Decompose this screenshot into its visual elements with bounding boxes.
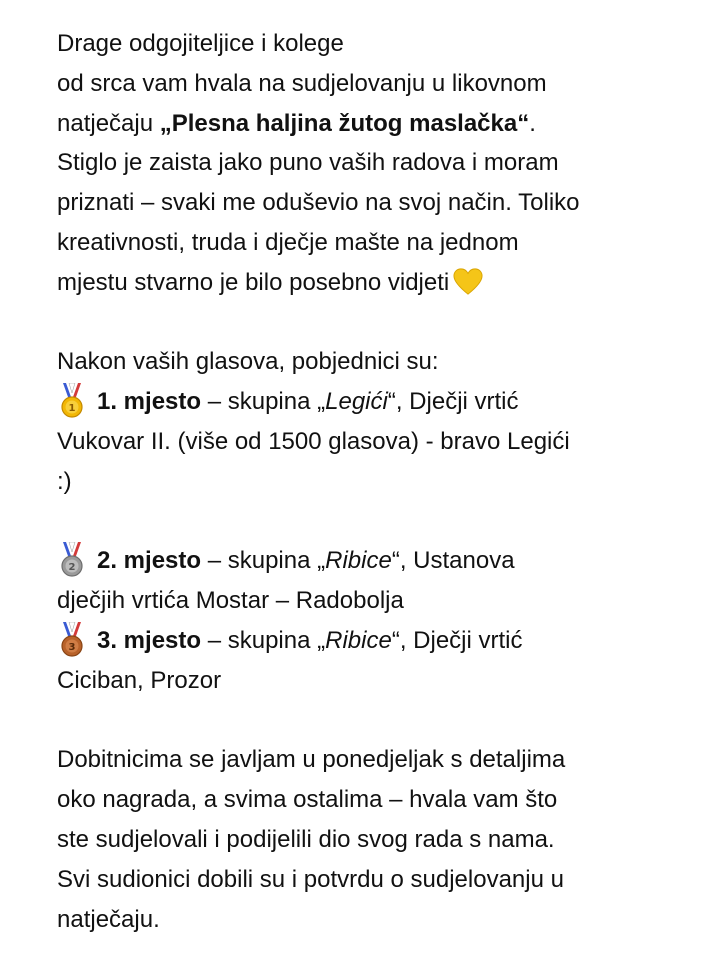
yellow-heart-icon xyxy=(453,267,483,297)
winner-line: Ciciban, Prozor xyxy=(57,666,222,694)
svg-text:3: 3 xyxy=(68,641,76,653)
svg-text:1: 1 xyxy=(68,403,76,415)
intro-line: mjestu stvarno je bilo posebno vidjeti xyxy=(57,263,687,303)
winner-line: :) xyxy=(57,467,72,495)
greeting-line: Drage odgojiteljice i kolege xyxy=(57,30,344,57)
bronze-medal-icon xyxy=(59,622,85,658)
closing-line: ste sudjelovali i podijelili dio svog rada s nama. xyxy=(57,825,555,853)
closing-line: Svi sudionici dobili su i potvrdu o sudjelovanju u xyxy=(57,865,564,893)
winner-line: 2 2. mjesto – skupina „Ribice“, Ustanova xyxy=(57,541,687,581)
spacer xyxy=(57,502,687,542)
intro-line: kreativnosti, truda i dječje mašte na jednom xyxy=(57,228,519,256)
spacer xyxy=(57,701,687,741)
group-name: Ribice xyxy=(325,547,392,575)
winner-line: 1 1. mjesto – skupina „Legići“, Dječji vrtić xyxy=(57,382,687,422)
spacer xyxy=(57,303,687,343)
silver-medal-icon xyxy=(59,542,85,578)
winner-line: Vukovar II. (više od 1500 glasova) - bravo Legići xyxy=(57,427,570,455)
place-label: 2. mjesto xyxy=(97,547,202,575)
place-label: 3. mjesto xyxy=(97,626,202,654)
place-label: 1. mjesto xyxy=(97,388,202,416)
svg-text:2: 2 xyxy=(68,562,76,574)
competition-title: „Plesna haljina žutog maslačka“ xyxy=(159,109,530,137)
closing-line: oko nagrada, a svima ostalima – hvala vam što xyxy=(57,786,558,814)
intro-line: natječaju „Plesna haljina žutog maslačka“. xyxy=(57,109,536,137)
group-name: Legići xyxy=(325,388,388,416)
winner-line: 3 3. mjesto – skupina „Ribice“, Dječji vrtić xyxy=(57,621,687,661)
closing-line: natječaju. xyxy=(57,905,160,933)
gold-medal-icon xyxy=(59,383,85,419)
closing-line: Dobitnicima se javljam u ponedjeljak s detaljima xyxy=(57,746,566,774)
results-intro: Nakon vaših glasova, pobjednici su: xyxy=(57,348,439,376)
intro-line: Stiglo je zaista jako puno vaših radova i moram xyxy=(57,149,559,177)
intro-line: od srca vam hvala na sudjelovanju u likovnom xyxy=(57,69,547,97)
intro-line: priznati – svaki me oduševio na svoj način. Toliko xyxy=(57,189,580,217)
message-body xyxy=(57,24,687,939)
group-name: Ribice xyxy=(325,626,392,654)
winner-line: dječjih vrtića Mostar – Radobolja xyxy=(57,587,404,615)
